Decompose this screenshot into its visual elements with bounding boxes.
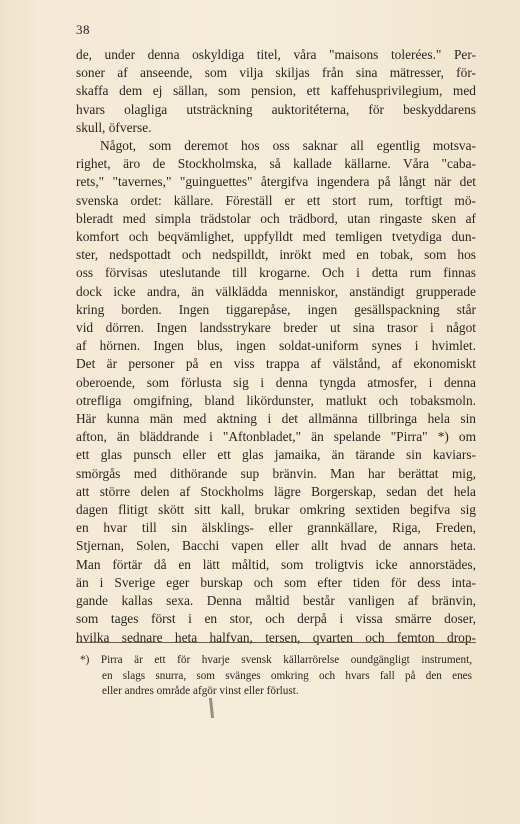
text-line: komfort och beqvämlighet, uppfylldt med temligen tvetydiga dun- xyxy=(76,229,476,245)
text-line: Något, som deremot hos oss saknar all egentlig motsva- xyxy=(100,138,476,154)
footnote-divider xyxy=(76,642,476,643)
text-line: afton, än bläddrande i "Aftonbladet," än spelande "Pirra" *) om xyxy=(76,429,476,445)
text-line: righet, äro de Stockholmska, så kallade källarne. Våra "caba- xyxy=(76,156,476,172)
text-line: af hörnen. Ingen blus, ingen soldat-uniform synes i hvimlet. xyxy=(76,338,476,354)
text-line: oberoende, som förlusta sig i denna tyngda atmosfer, i denna xyxy=(76,374,476,390)
page-number: 38 xyxy=(76,22,90,37)
text-line: en hvar till sin älsklings- eller grannkällare, Riga, Freden, xyxy=(76,520,476,536)
text-line: Stjernan, Solen, Bacchi vapen eller allt hvad de annars heta. xyxy=(76,538,476,554)
text-line: smörgås med dithörande sup bränvin. Man har berättat mig, xyxy=(76,465,476,481)
text-line: ett glas punsch eller ett glas jamaika, än tärande sin kaviars- xyxy=(76,447,476,463)
text-line: soner af anseende, som vilja skiljas från sina mätresser, för- xyxy=(76,65,476,81)
text-line: bleradt med simpla trädstolar och trädbord, utan ringaste sken af xyxy=(76,210,476,226)
text-line: kring borden. Ingen tiggarepåse, ingen gesällspackning står xyxy=(76,301,476,317)
footnote-line: en slags snurra, som svänges omkring och hvars fall på den enes xyxy=(102,669,472,682)
text-line: än i Sverige eger burskap och som efter tiden för dess inta- xyxy=(76,574,476,590)
text-line: svenska ordet: källare. Föreställ er ett stort rum, torftigt mö- xyxy=(76,192,476,208)
text-line: dagen flitigt skött sitt kall, brukar omkring sextiden begifva sig xyxy=(76,502,476,518)
text-line: gande kallas sexa. Denna måltid består vanligen af bränvin, xyxy=(76,593,476,609)
text-line: skull, öfverse. xyxy=(76,119,152,135)
footnote xyxy=(80,653,472,700)
text-line: som tages först i en stor, och derpå i vissa smärre doser, xyxy=(76,611,476,627)
text-line: att större delen af Stockholms lägre Borgerskap, sedan det hela xyxy=(76,483,476,499)
text-line: ster, nedspottadt och nedspilldt, inrökt med en tobak, som hos xyxy=(76,247,476,263)
text-line: skaffa dem ej sällan, som pension, ett kaffehusprivilegium, med xyxy=(76,83,476,99)
text-line: Man förtär då en lätt måltid, som troligtvis icke annorstädes, xyxy=(76,556,476,572)
text-line: Det är personer på en viss trappa af välstånd, af ekonomiskt xyxy=(76,356,476,372)
text-line: rets," "tavernes," "guinguettes" återgifva ingendera på långt när det xyxy=(76,174,476,190)
text-line: de, under denna oskyldiga titel, våra "maisons tolerées." Per- xyxy=(76,47,476,62)
text-line: otrefliga omgifning, bland likördunster, matlukt och tobaksmoln. xyxy=(76,392,476,408)
text-line: dock icke andra, än välklädda menniskor, anständigt grupperade xyxy=(76,283,476,299)
ink-blot xyxy=(209,698,214,718)
text-line: hvars olagliga utsträckning auktoritéterna, för beskyddarens xyxy=(76,101,476,117)
footnote-line: eller andres område afgör vinst eller förlust. xyxy=(102,685,299,698)
text-line: oss förvisas uteslutande till krogarne. Och i detta rum finnas xyxy=(76,265,476,281)
text-line: hvilka sednare heta halfvan, tersen, qvarten och femton drop- xyxy=(76,629,476,645)
text-line: vid dörren. Ingen landsstrykare breder ut sina trasor i något xyxy=(76,320,476,336)
footnote-line: *) Pirra är ett för hvarje svensk källarrörelse oundgängligt instrument, xyxy=(80,654,472,666)
body-text xyxy=(76,46,476,647)
text-line: Här kunna män med aktning i det allmänna tillbringa hela sin xyxy=(76,411,476,427)
